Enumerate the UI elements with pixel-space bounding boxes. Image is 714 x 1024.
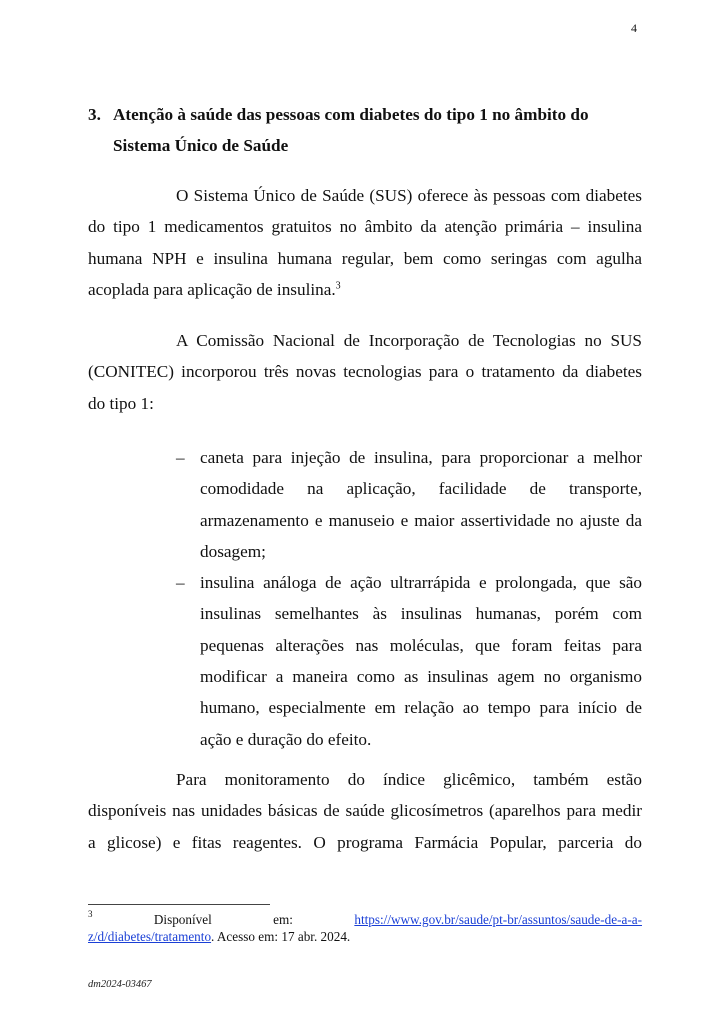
list-item-line: pequenas alterações nas moléculas, que foram feitas para [200,635,642,655]
footnote-line-1 [88,908,642,928]
list-item-line: humano, especialmente em relação ao tempo para início de [200,698,642,718]
footnote-marker-group [88,908,93,928]
paragraph-line: Para monitoramento do índice glicêmico, também estão [176,770,642,789]
footnote-link-part-1[interactable]: https://www.gov.br/saude/pt-br/assuntos/saude-de-a-a- [354,912,642,927]
list-item-line: dosagem; [200,541,266,561]
paragraph-line: disponíveis nas unidades básicas de saúde glicosímetros (aparelhos para medir [88,801,642,821]
paragraph-line-text: acoplada para aplicação de insulina. [88,279,336,299]
dash-bullet-icon: – [176,573,185,593]
document-id: dm2024-03467 [88,979,152,990]
paragraph-line: A Comissão Nacional de Incorporação de Tecnologias no SUS [176,331,642,350]
section-title-line-1: Atenção à saúde das pessoas com diabetes do tipo 1 no âmbito do [113,105,589,124]
footnote-mark: 3 [88,908,93,919]
footnote-3 [88,908,642,945]
list-item-line: armazenamento e manuseio e maior assertividade no ajuste da [200,510,642,530]
dash-bullet-icon: – [176,448,185,467]
paragraph-line: do tipo 1 medicamentos gratuitos no âmbito da atenção primária – insulina [88,217,642,237]
footnote-access-date: . Acesso em: 17 abr. 2024. [211,929,351,944]
footnote-reference[interactable]: 3 [335,280,341,292]
footnote-line-2 [88,928,642,945]
list-item-line: ação e duração do efeito. [200,729,372,749]
list-item-analog-insulin [176,567,642,755]
list-item-line: caneta para injeção de insulina, para proporcionar a melhor [200,448,642,467]
paragraph-line: a glicose) e fitas reagentes. O programa Farmácia Popular, parceria do [88,832,642,852]
page-number: 4 [631,21,637,35]
section-heading [88,99,642,161]
section-number: 3. [88,105,101,124]
list-item-insulin-pen [176,442,642,567]
footnote-label: Disponível [153,912,212,927]
footnote-em: em: [273,912,293,927]
footnote-divider [88,904,270,905]
paragraph-glucose-monitoring [88,764,642,858]
paragraph-sus-medications [88,180,642,305]
paragraph-line: (CONITEC) incorporou três novas tecnologias para o tratamento da diabetes [88,362,642,382]
section-title-line-2: Sistema Único de Saúde [113,136,289,155]
paragraph-line: humana NPH e insulina humana regular, bem como seringas com agulha [88,248,642,268]
list-item-line: modificar a maneira como as insulinas agem no organismo [200,667,642,687]
paragraph-conitec [88,325,642,419]
list-item-line: insulina análoga de ação ultrarrápida e prolongada, que são [200,573,642,593]
list-item-line: insulinas semelhantes às insulinas humanas, porém com [200,604,642,624]
list-item-line: comodidade na aplicação, facilidade de transporte, [200,479,642,499]
footnote-link-part-2[interactable]: z/d/diabetes/tratamento [88,929,212,944]
paragraph-line: do tipo 1: [88,393,154,413]
paragraph-line: O Sistema Único de Saúde (SUS) oferece às pessoas com diabetes [176,186,642,205]
paragraph-line-with-footnote [88,274,642,305]
technologies-list [176,442,642,755]
